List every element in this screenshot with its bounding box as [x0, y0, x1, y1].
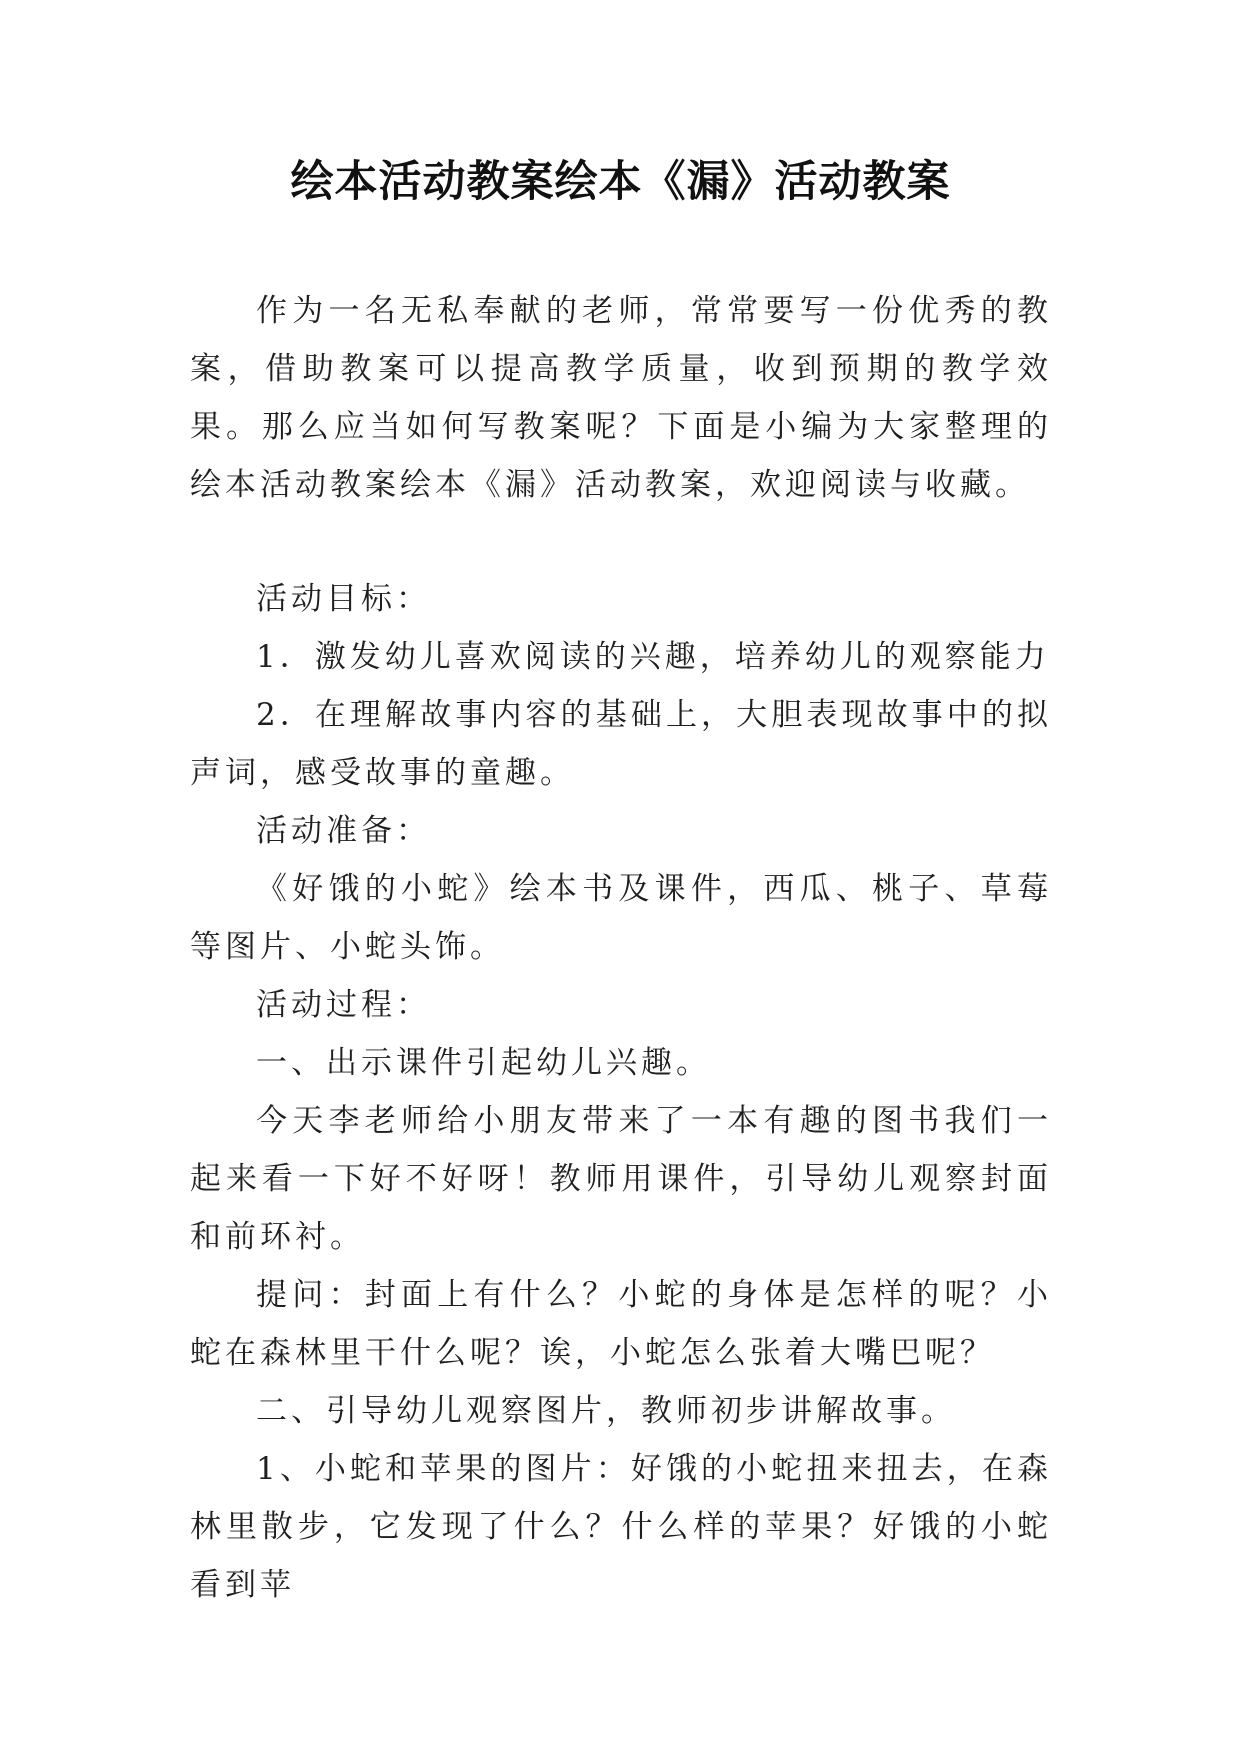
process-paragraph: 今天李老师给小朋友带来了一本有趣的图书我们一起来看一下好不好呀！教师用课件，引导幼儿观察封面和前环衬。: [190, 1103, 1052, 1255]
intro-paragraph: 作为一名无私奉献的老师，常常要写一份优秀的教案，借助教案可以提高教学质量，收到预期的教学效果。那么应当如何写教案呢？下面是小编为大家整理的绘本活动教案绘本《漏》活动教案，欢迎阅读与收藏。: [190, 293, 1052, 503]
process-step-2: 二、引导幼儿观察图片，教师初步讲解故事。: [256, 1393, 956, 1429]
document-body: [190, 282, 1052, 1614]
question-paragraph: 提问：封面上有什么？小蛇的身体是怎样的呢？小蛇在森林里干什么呢？诶，小蛇怎么张着大嘴巴呢？: [190, 1277, 1052, 1371]
goal-item-1: 1．激发幼儿喜欢阅读的兴趣，培养幼儿的观察能力: [256, 639, 1050, 675]
section-heading-preparation: 活动准备：: [256, 813, 431, 849]
process-paragraph: 1、小蛇和苹果的图片：好饿的小蛇扭来扭去，在森林里散步，它发现了什么？什么样的苹果？好饿的小蛇看到苹: [190, 1451, 1052, 1603]
goal-item-2: 2．在理解故事内容的基础上，大胆表现故事中的拟声词，感受故事的童趣。: [190, 697, 1052, 791]
section-heading-process: 活动过程：: [256, 987, 431, 1023]
section-heading-goals: 活动目标：: [256, 581, 431, 617]
process-step-1: 一、出示课件引起幼儿兴趣。: [256, 1045, 711, 1081]
document-title: 绘本活动教案绘本《漏》活动教案: [290, 157, 951, 207]
preparation-paragraph: 《好饿的小蛇》绘本书及课件，西瓜、桃子、草莓等图片、小蛇头饰。: [190, 871, 1052, 965]
